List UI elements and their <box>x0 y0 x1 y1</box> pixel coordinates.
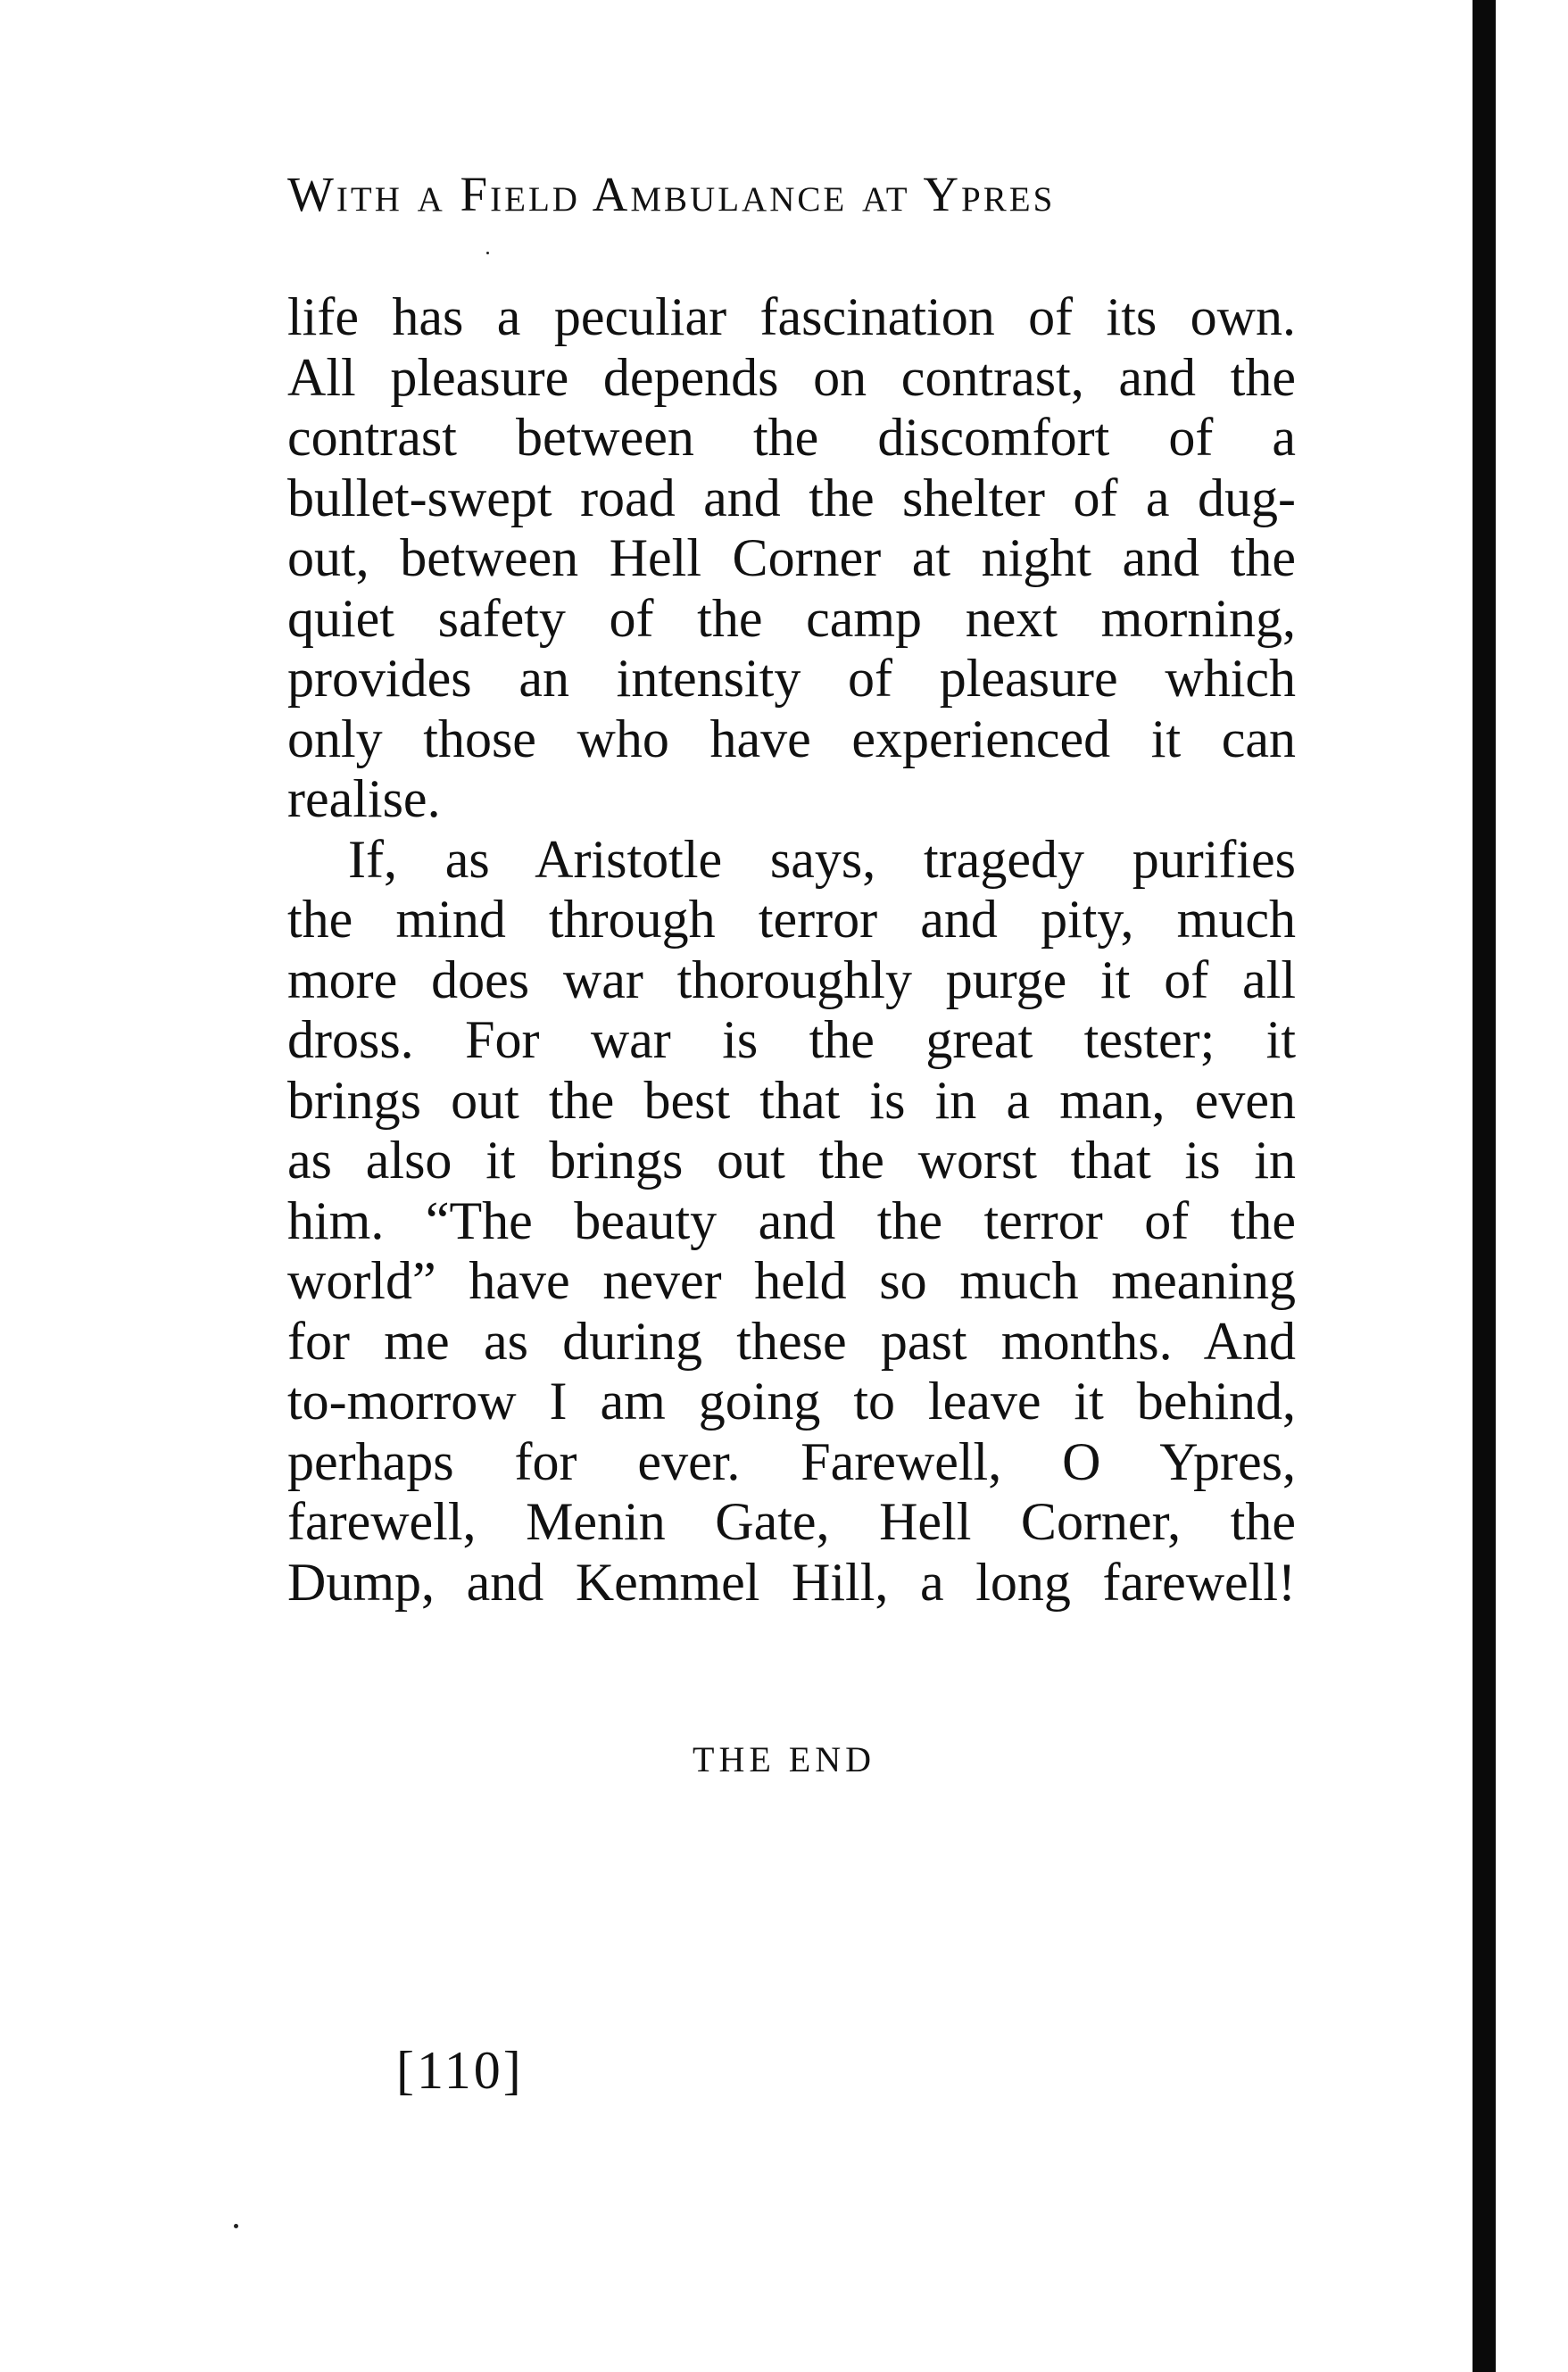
text-line: contrast between the discomfort of a <box>287 408 1296 467</box>
text-line: world” have never held so much meaning <box>287 1251 1296 1310</box>
paragraph-start-line: If, as Aristotle says, tragedy purifies <box>348 829 1296 889</box>
text-line: perhaps for ever. Farewell, O Ypres, <box>287 1431 1296 1491</box>
scan-edge-border <box>1473 0 1496 2372</box>
text-line: to-morrow I am going to leave it behind, <box>287 1372 1296 1431</box>
text-line: out, between Hell Corner at night and the <box>287 528 1296 587</box>
text-line: as also it brings out the worst that is in <box>287 1131 1296 1190</box>
body-text <box>287 287 1296 1613</box>
scan-speck <box>486 252 489 254</box>
text-line: him. “The beauty and the terror of the <box>287 1190 1296 1250</box>
text-line: for me as during these past months. And <box>287 1311 1296 1371</box>
text-line: only those who have experienced it can <box>287 709 1296 768</box>
text-line: the mind through terror and pity, much <box>287 890 1296 949</box>
text-line: realise. <box>287 769 441 828</box>
text-line: Dump, and Kemmel Hill, a long farewell! <box>287 1552 1296 1612</box>
the-end-label: THE END <box>693 1739 875 1779</box>
text-line: All pleasure depends on contrast, and the <box>287 347 1296 407</box>
text-line: dross. For war is the great tester; it <box>287 1010 1296 1069</box>
text-line: farewell, Menin Gate, Hell Corner, the <box>287 1492 1296 1551</box>
text-line: bullet-swept road and the shelter of a dug- <box>287 468 1296 527</box>
text-line: provides an intensity of pleasure which <box>287 649 1296 708</box>
running-head: With a Field Ambulance at Ypres <box>287 167 1056 221</box>
text-line: quiet safety of the camp next morning, <box>287 588 1296 648</box>
page-number: [110] <box>396 2041 524 2100</box>
scan-speck <box>234 2224 238 2228</box>
text-line: brings out the best that is in a man, even <box>287 1070 1296 1130</box>
text-line: more does war thoroughly purge it of all <box>287 950 1296 1009</box>
text-line: life has a peculiar fascination of its own. <box>287 287 1296 346</box>
